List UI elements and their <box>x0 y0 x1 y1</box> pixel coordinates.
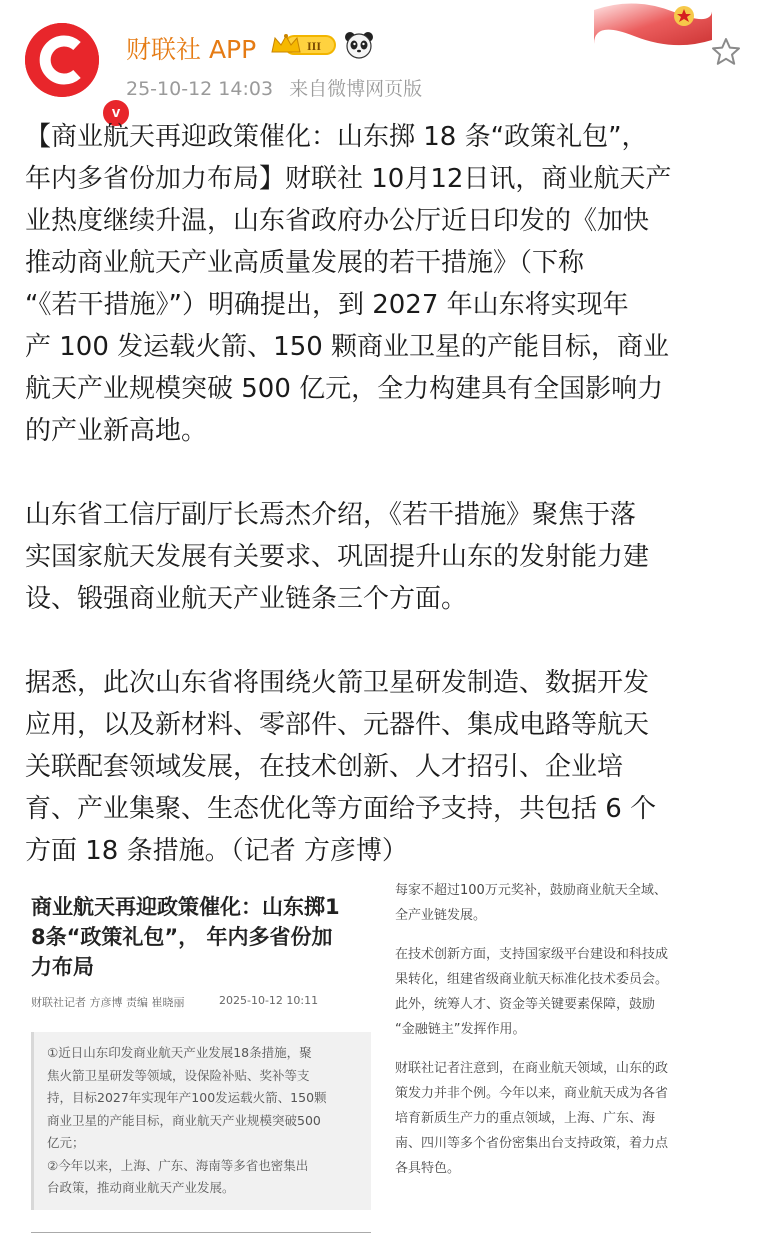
star-icon[interactable] <box>710 36 742 68</box>
article-right-column <box>395 878 743 1195</box>
divider <box>31 1232 371 1233</box>
article-summary <box>31 1032 371 1210</box>
post-header <box>0 0 768 121</box>
article-paragraph: 财联社记者注意到，在商业航天领域，山东的政 策发力并非个例。今年以来，商业航天成为各省 培育新质生产力的重点领域，上海、广东、海 南、四川等多个省份密集出台支持政策，着力点 各具特色。 <box>395 1061 669 1176</box>
post-body <box>25 116 737 914</box>
panda-icon <box>344 30 374 60</box>
cls-logo-icon <box>25 23 99 97</box>
article-screenshot-image[interactable] <box>25 868 743 1243</box>
author-name[interactable]: 财联社 APP <box>126 35 257 64</box>
article-byline: 财联社记者 方彦博 责编 崔晓丽 <box>31 996 185 1009</box>
article-paragraph: 在技术创新方面，支持国家级平台建设和科技成 果转化，组建省级商业航天标准化技术委员会。 此外，统筹人才、资金等关键要素保障，鼓励 “金融链主”发挥作用。 <box>395 947 669 1037</box>
vip-crown-icon[interactable] <box>270 32 338 58</box>
avatar[interactable] <box>25 23 121 121</box>
body-paragraph: 山东省工信厅副厅长焉杰介绍，《若干措施》聚焦于落 实国家航天发展有关要求、巩固提升山东的发射能力建 设、锻强商业航天产业链条三个方面。 <box>25 500 650 614</box>
article-title: 商业航天再迎政策催化：山东掷1 8条“政策礼包”， 年内多省份加 力布局 <box>31 895 340 979</box>
flag-decoration-icon <box>594 0 712 50</box>
post-timestamp: 25-10-12 14:03 <box>126 78 274 100</box>
body-paragraph: 【商业航天再迎政策催化：山东掷 18 条“政策礼包”， 年内多省份加力布局】财联社 10月12日讯，商业航天产 业热度继续升温，山东省政府办公厅近日印发的《加快 推动商业航天产业高质量发展的若干措施》（下称 “《若干措施》”）明确提出，到 2027 年山东将实现年 产 100 发运载火箭、150 颗商业卫星的产能目标，商业 航天产业规模突破 500 亿元，全力构建具有全国影响力 的产业新高地。 <box>25 122 672 446</box>
summary-text: ①近日山东印发商业航天产业发展18条措施，聚 焦火箭卫星研发等领域，设保险补贴、奖补等支 持，目标2027年实现年产100发运载火箭、150颗 商业卫星的产能目标，商业航天产业规模突破500 亿元； ②今年以来，上海、广东、海南等多省也密集出 台政策，推动商业航天产业发展。 <box>47 1045 327 1195</box>
verified-badge: v <box>101 98 131 128</box>
article-date: 2025-10-12 10:11 <box>219 994 319 1007</box>
vip-level: III <box>306 39 322 53</box>
article-meta <box>31 994 319 1010</box>
post-meta <box>126 74 432 101</box>
body-paragraph: 据悉，此次山东省将围绕火箭卫星研发制造、数据开发 应用，以及新材料、零部件、元器件、集成电路等航天 关联配套领域发展，在技术创新、人才招引、企业培 育、产业集聚、生态优化等方面给予支持，共包括 6 个 方面 18 条措施。（记者 方彦博） <box>25 668 657 866</box>
post-source[interactable]: 来自微博网页版 <box>289 78 423 100</box>
article-paragraph: 每家不超过100万元奖补，鼓励商业航天全域、 全产业链发展。 <box>395 883 667 923</box>
summary-accent-bar <box>31 1032 34 1210</box>
